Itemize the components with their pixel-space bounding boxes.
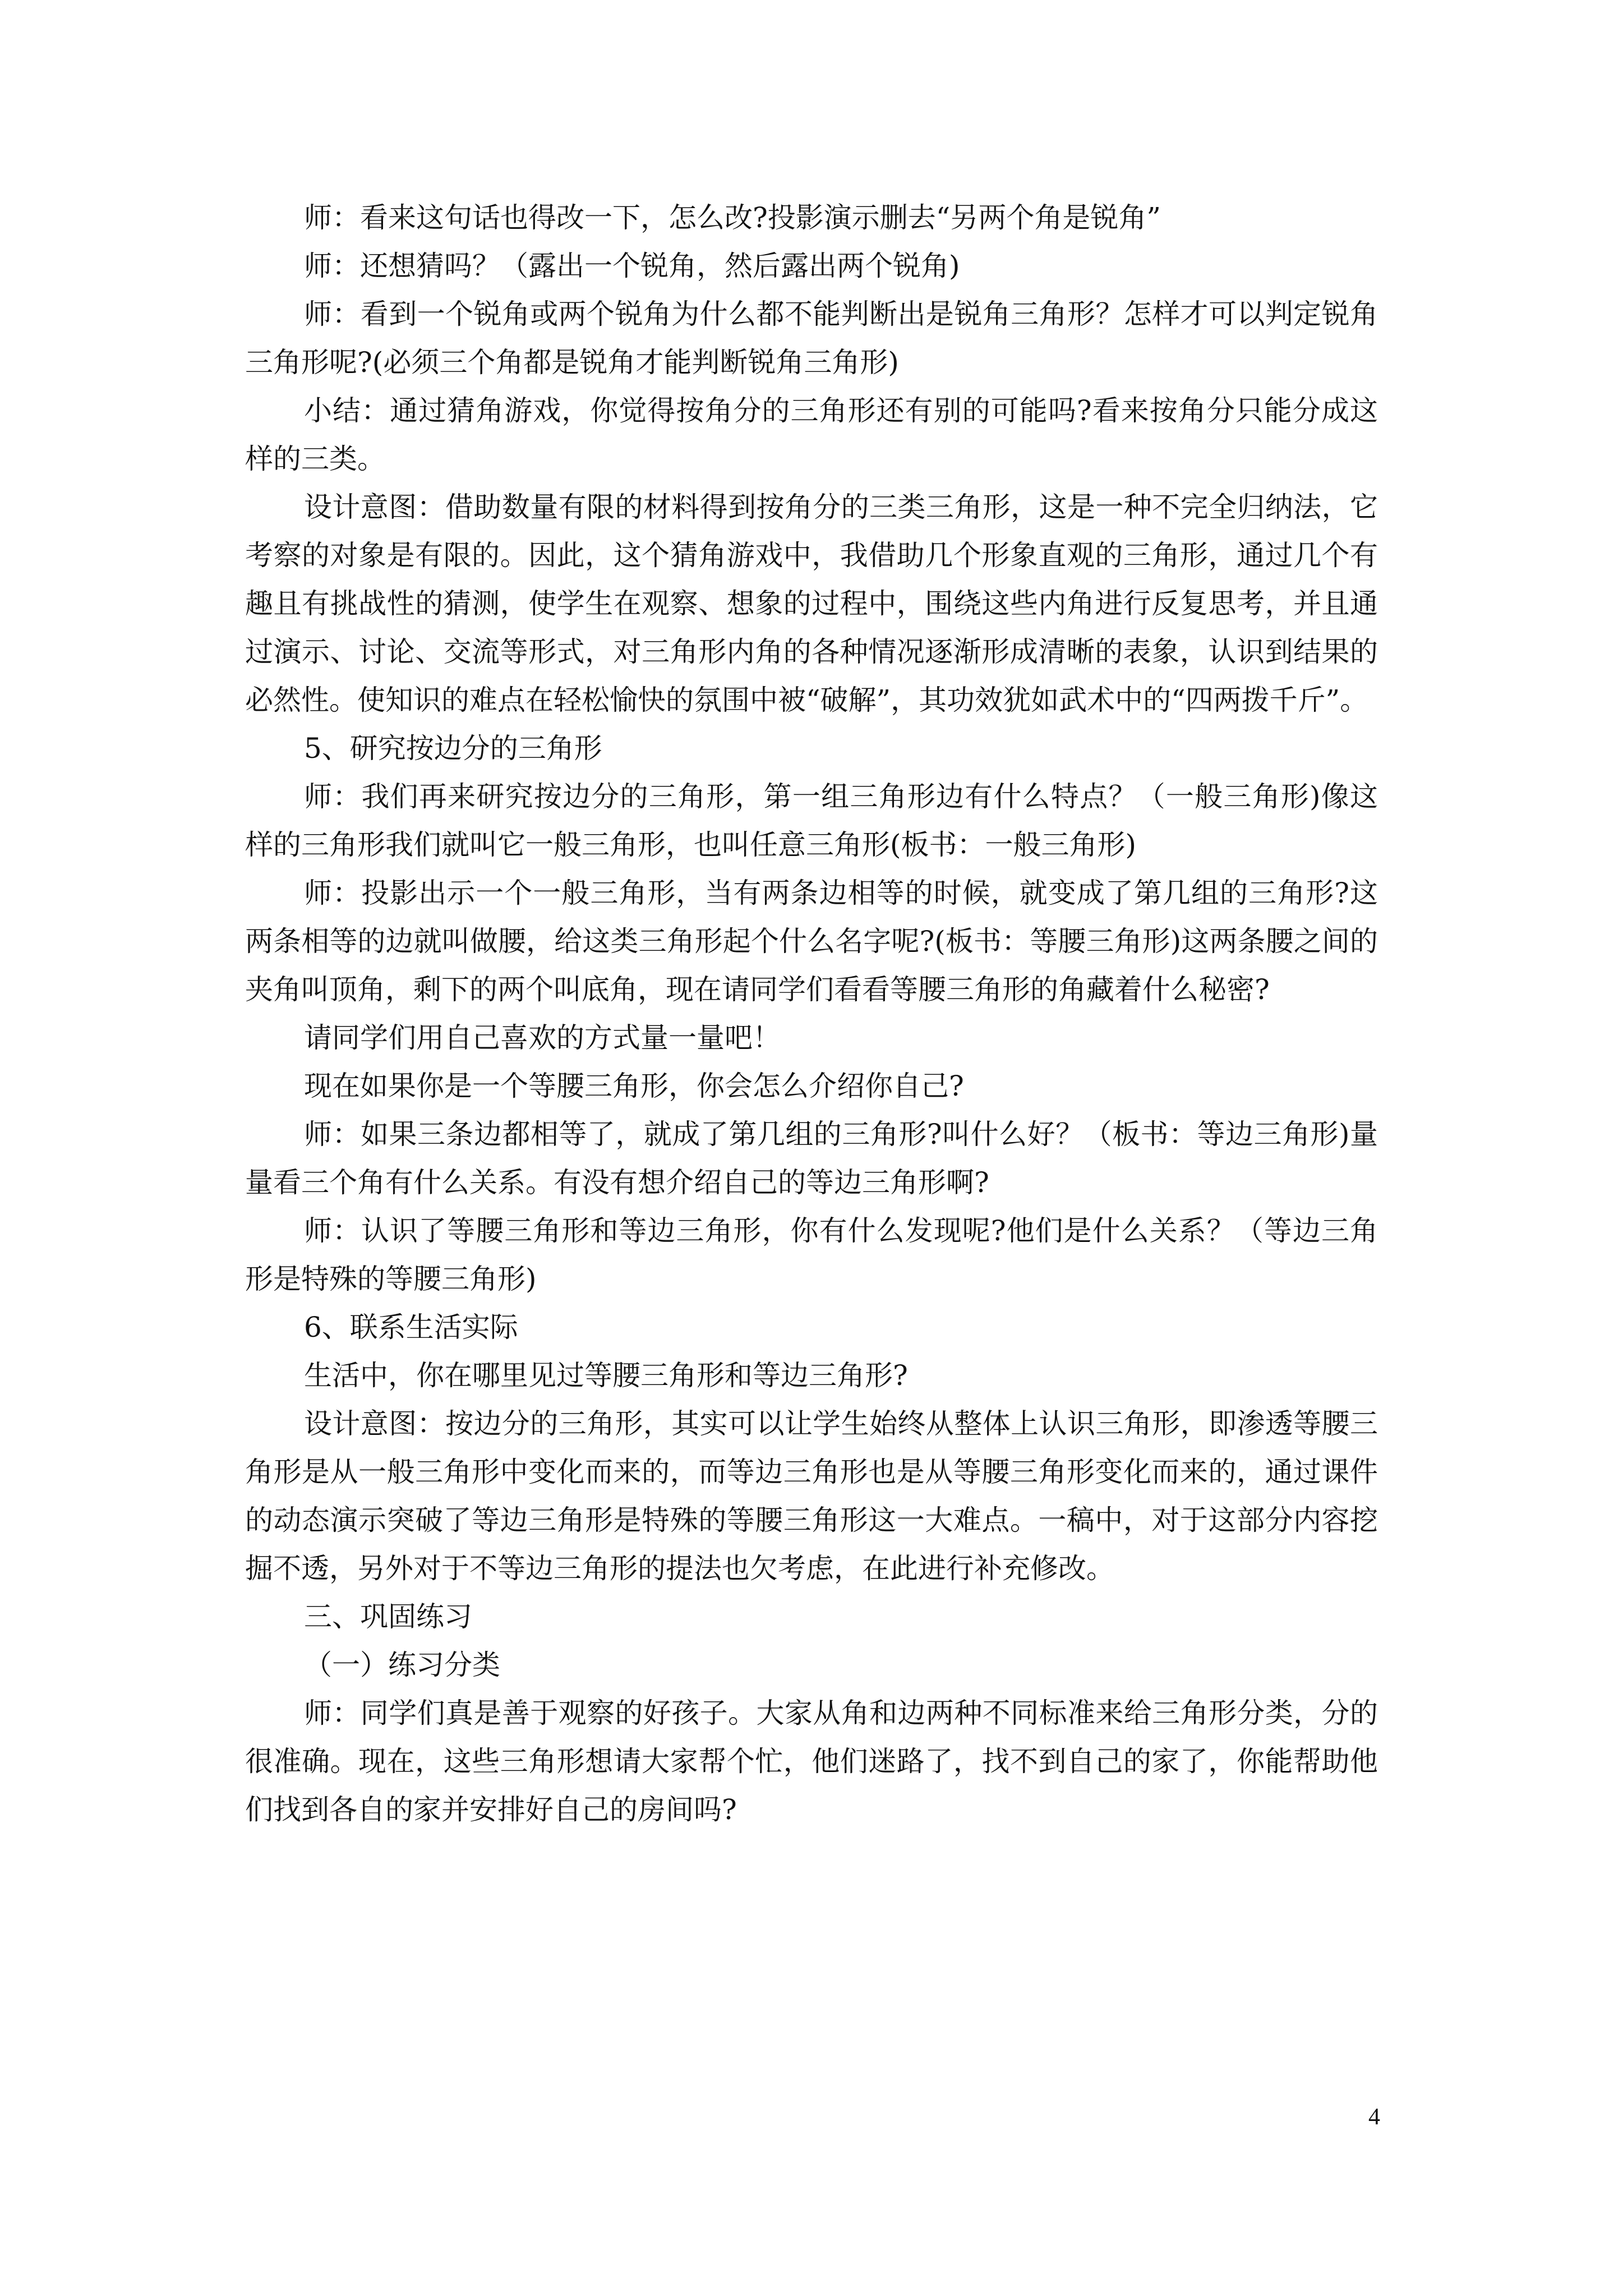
paragraph-teacher-revise: 师：看来这句话也得改一下，怎么改?投影演示删去“另两个角是锐角” <box>304 201 1161 234</box>
paragraph-real-life-question: 生活中，你在哪里见过等腰三角形和等边三角形? <box>304 1359 908 1392</box>
paragraph-teacher-isosceles: 师：投影出示一个一般三角形，当有两条边相等的时候，就变成了第几组的三角形?这两条相等的边就叫做腰，给这类三角形起个什么名字呢?(板书：等腰三角形)这两条腰之间的夹角叫顶角，剩下的两个叫底角，现在请同学们看看等腰三角形的角藏着什么秘密? <box>245 877 1378 1006</box>
paragraph-introduce-isosceles: 现在如果你是一个等腰三角形，你会怎么介绍你自己? <box>304 1070 964 1102</box>
section-heading-practice: 三、巩固练习 <box>304 1600 472 1633</box>
paragraph-teacher-general-triangle: 师：我们再来研究按边分的三角形，第一组三角形边有什么特点？（一般三角形)像这样的三角形我们就叫它一般三角形，也叫任意三角形(板书：一般三角形) <box>245 780 1378 861</box>
subsection-heading-classification: （一）练习分类 <box>304 1649 500 1681</box>
section-heading-real-life: 6、联系生活实际 <box>304 1311 518 1343</box>
section-heading-sides: 5、研究按边分的三角形 <box>304 732 602 765</box>
paragraph-measure: 请同学们用自己喜欢的方式量一量吧！ <box>304 1022 781 1054</box>
paragraph-teacher-equilateral: 师：如果三条边都相等了，就成了第几组的三角形?叫什么好？（板书：等边三角形)量量看三个角有什么关系。有没有想介绍自己的等边三角形啊? <box>245 1118 1378 1199</box>
paragraph-teacher-relationship: 师：认识了等腰三角形和等边三角形，你有什么发现呢?他们是什么关系？（等边三角形是特殊的等腰三角形) <box>245 1214 1378 1295</box>
paragraph-design-intent-sides: 设计意图：按边分的三角形，其实可以让学生始终从整体上认识三角形，即渗透等腰三角形是从一般三角形中变化而来的，而等边三角形也是从等腰三角形变化而来的，通过课件的动态演示突破了等边三角形是特殊的等腰三角形这一大难点。一稿中，对于这部分内容挖掘不透，另外对于不等边三角形的提法也欠考虑，在此进行补充修改。 <box>245 1407 1378 1585</box>
paragraph-teacher-guess-again: 师：还想猜吗？（露出一个锐角，然后露出两个锐角) <box>304 250 960 282</box>
page-number: 4 <box>1368 2104 1380 2130</box>
paragraph-teacher-practice: 师：同学们真是善于观察的好孩子。大家从角和边两种不同标准来给三角形分类，分的很准确。现在，这些三角形想请大家帮个忙，他们迷路了，找不到自己的家了，你能帮助他们找到各自的家并安排好自己的房间吗? <box>245 1697 1378 1826</box>
document-body <box>245 194 1378 1834</box>
paragraph-teacher-acute-question: 师：看到一个锐角或两个锐角为什么都不能判断出是锐角三角形？怎样才可以判定锐角三角形呢?(必须三个角都是锐角才能判断锐角三角形) <box>245 298 1378 379</box>
paragraph-summary: 小结：通过猜角游戏，你觉得按角分的三角形还有别的可能吗?看来按角分只能分成这样的三类。 <box>245 394 1378 475</box>
paragraph-design-intent-angles: 设计意图：借助数量有限的材料得到按角分的三类三角形，这是一种不完全归纳法，它考察的对象是有限的。因此，这个猜角游戏中，我借助几个形象直观的三角形，通过几个有趣且有挑战性的猜测，使学生在观察、想象的过程中，围绕这些内角进行反复思考，并且通过演示、讨论、交流等形式，对三角形内角的各种情况逐渐形成清晰的表象，认识到结果的必然性。使知识的难点在轻松愉快的氛围中被“破解”，其功效犹如武术中的“四两拨千斤”。 <box>245 491 1378 716</box>
